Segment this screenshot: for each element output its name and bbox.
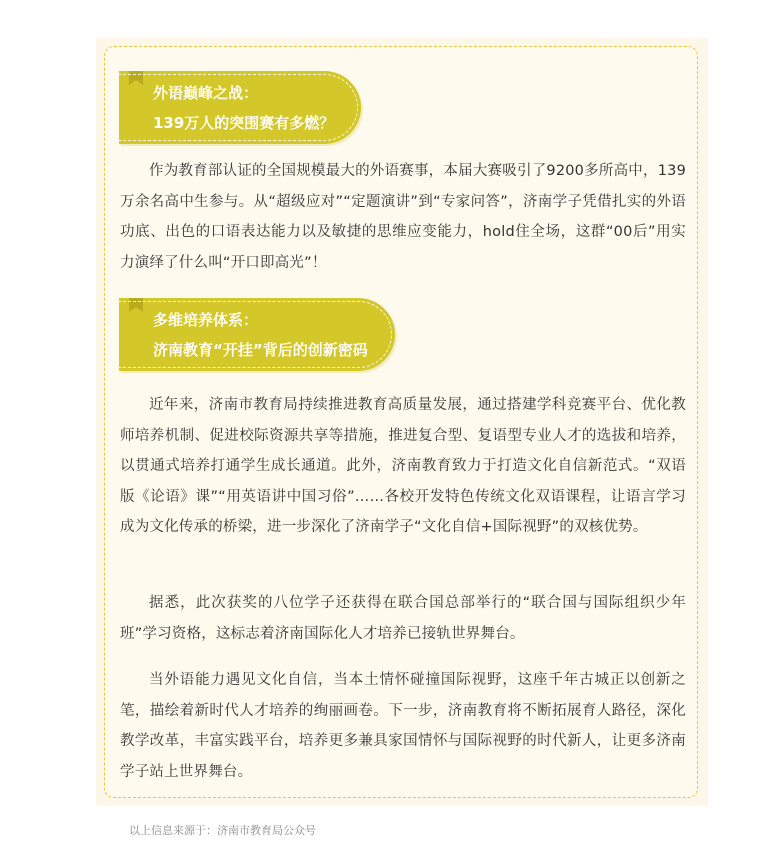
section-heading-competition [119,71,361,144]
section-heading-line2: 139万人的突围赛有多燃？ [153,114,335,132]
section-heading-line1: 多维培养体系： [153,311,259,329]
section-heading-line2: 济南教育“开挂”背后的创新密码 [153,341,368,359]
paragraph-un-class-qualification: 据悉，此次获奖的八位学子还获得在联合国总部举行的“联合国与国际组织少年班”学习资格，这标志着济南国际化人才培养已接轨世界舞台。 [120,595,686,642]
paragraph-competition-intro: 作为教育部认证的全国规模最大的外语赛事，本届大赛吸引了9200多所高中，139万余名高中生参与。从“超级应对”“定题演讲”到“专家问答”，济南学子凭借扎实的外语功底、出色的口语表达能力以及敏捷的思维应变能力，hold住全场，这群“00后”用实力演绎了什么叫“开口即高光”！ [120,163,686,271]
section-heading-training-system [119,298,395,371]
source-note: 以上信息来源于：济南市教育局公众号 [129,824,316,837]
bookmark-icon [129,298,143,312]
bookmark-icon [129,71,143,85]
section-heading-line1: 外语巅峰之战： [153,84,259,102]
paragraph-education-development: 近年来，济南市教育局持续推进教育高质量发展，通过搭建学科竞赛平台、优化教师培养机制、促进校际资源共享等措施，推进复合型、复语型专业人才的选拔和培养，以贯通式培养打通学生成长通道。此外，济南教育致力于打造文化自信新范式。“双语版《论语》课”“用英语讲中国习俗”……各校开发特色传统文化双语课程，让语言学习成为文化传承的桥梁，进一步深化了济南学子“文化自信+国际视野”的双核优势。 [120,397,686,535]
paragraph-next-steps: 当外语能力遇见文化自信，当本土情怀碰撞国际视野，这座千年古城正以创新之笔，描绘着新时代人才培养的绚丽画卷。下一步，济南教育将不断拓展育人路径，深化教学改革，丰富实践平台，培养更多兼具家国情怀与国际视野的时代新人，让更多济南学子站上世界舞台。 [120,672,686,780]
